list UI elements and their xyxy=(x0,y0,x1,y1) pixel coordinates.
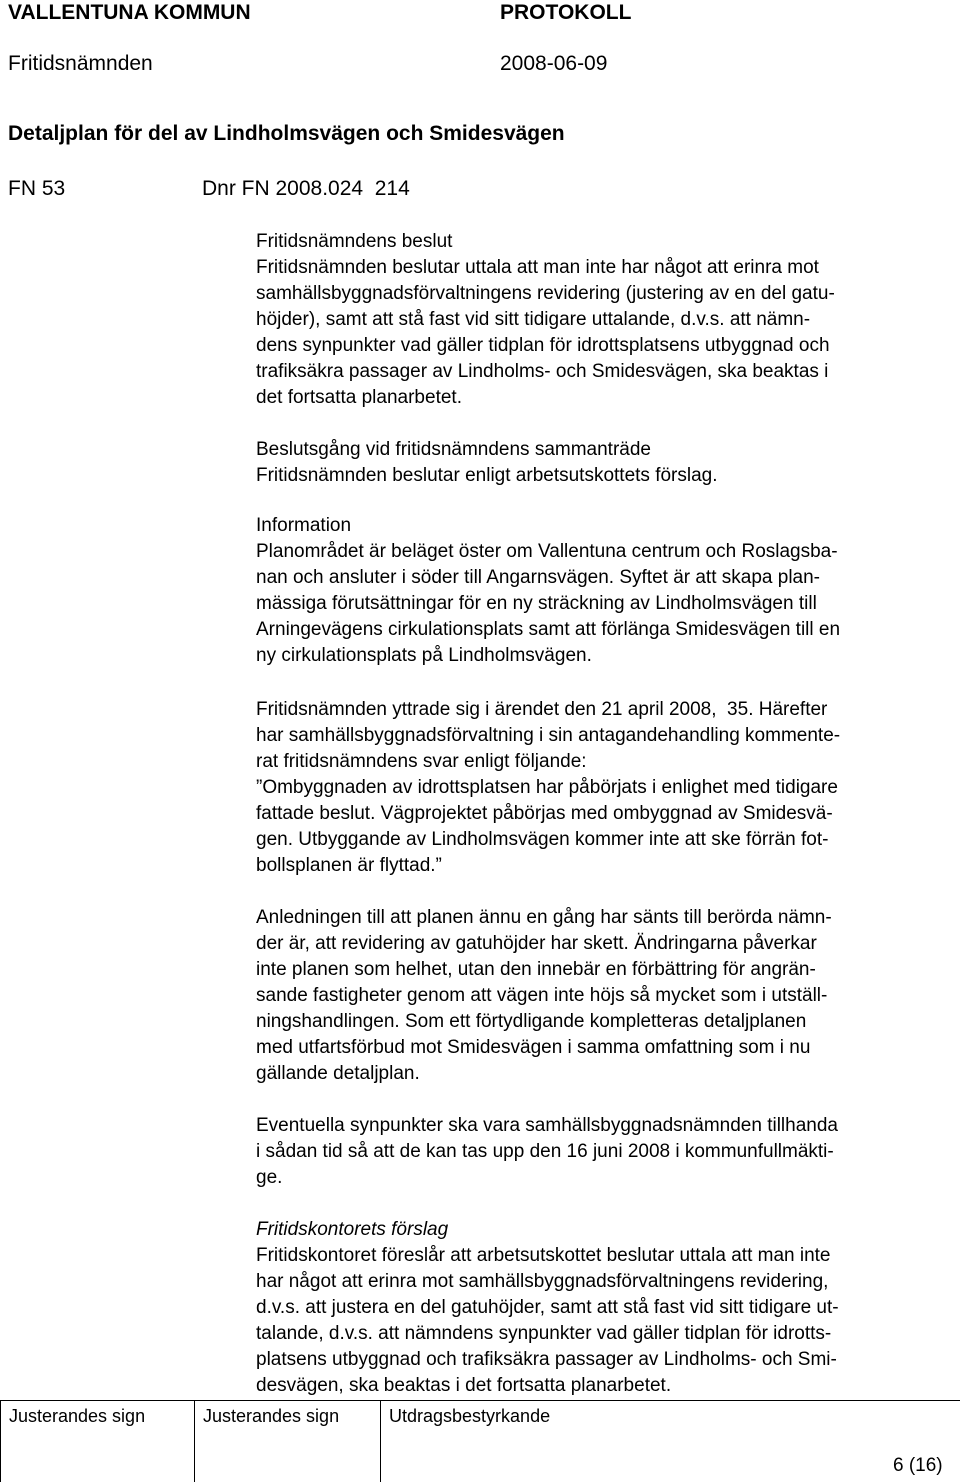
paragraph-number: FN 53 xyxy=(8,177,66,200)
section-heading-decision: Fritidsnämndens beslut xyxy=(256,231,453,252)
page-title: Detaljplan för del av Lindholmsvägen och Smidesvägen xyxy=(8,122,565,145)
signature-label-2: Justerandes sign xyxy=(203,1406,340,1426)
signature-box-2 xyxy=(194,1400,380,1482)
comments-line: ge. xyxy=(256,1167,283,1188)
reason-line: Anledningen till att planen ännu en gång har sänts till berörda nämn- xyxy=(256,907,832,928)
proposal-line: desvägen, ska beaktas i det fortsatta planarbetet. xyxy=(256,1375,672,1396)
reason-line: med utfartsförbud mot Smidesvägen i samma omfattning som i nu xyxy=(256,1037,811,1058)
statement-quote-line: fattade beslut. Vägprojektet påbörjas med ombyggnad av Smidesvä- xyxy=(256,803,833,824)
decision-line: det fortsatta planarbetet. xyxy=(256,387,462,408)
proposal-line: platsens utbyggnad och trafiksäkra passager av Lindholms- och Smi- xyxy=(256,1349,837,1370)
reason-line: inte planen som helhet, utan den innebär en förbättring för angrän- xyxy=(256,959,816,980)
committee-name: Fritidsnämnden xyxy=(8,52,153,75)
meeting-date: 2008-06-09 xyxy=(500,52,608,75)
comments-line: Eventuella synpunkter ska vara samhällsbyggnadsnämnden tillhanda xyxy=(256,1115,838,1136)
decision-line: samhällsbyggnadsförvaltningens revidering (justering av en del gatu- xyxy=(256,283,835,304)
reason-line: gällande detaljplan. xyxy=(256,1063,420,1084)
information-line: Planområdet är beläget öster om Vallentuna centrum och Roslagsba- xyxy=(256,541,838,562)
signature-label-1: Justerandes sign xyxy=(9,1406,146,1426)
statement-quote-line: bollsplanen är flyttad.” xyxy=(256,855,442,876)
proposal-line: d.v.s. att justera en del gatuhöjder, samt att stå fast vid sitt tidigare ut- xyxy=(256,1297,839,1318)
comments-line: i sådan tid så att de kan tas upp den 16 juni 2008 i kommunfullmäkti- xyxy=(256,1141,834,1162)
signature-box-1 xyxy=(0,1400,194,1482)
reason-line: sande fastigheter genom att vägen inte höjs så mycket som i utställ- xyxy=(256,985,828,1006)
statement-line: har samhällsbyggnadsförvaltning i sin antagandehandling kommente- xyxy=(256,725,841,746)
procedure-line: Fritidsnämnden beslutar enligt arbetsutskottets förslag. xyxy=(256,465,718,486)
information-line: Arningevägens cirkulationsplats samt att förlänga Smidesvägen till en xyxy=(256,619,841,640)
statement-quote-line: gen. Utbyggande av Lindholmsvägen kommer inte att ske förrän fot- xyxy=(256,829,829,850)
extract-label: Utdragsbestyrkande xyxy=(389,1406,551,1426)
proposal-line: Fritidskontoret föreslår att arbetsutskottet beslutar uttala att man inte xyxy=(256,1245,831,1266)
statement-line: Fritidsnämnden yttrade sig i ärendet den 21 april 2008, 35. Härefter xyxy=(256,699,828,720)
proposal-line: har något att erinra mot samhällsbyggnadsförvaltningens revidering, xyxy=(256,1271,829,1292)
extract-box xyxy=(380,1400,960,1482)
municipality-name: VALLENTUNA KOMMUN xyxy=(8,1,251,24)
section-heading-procedure: Beslutsgång vid fritidsnämndens sammanträde xyxy=(256,439,651,460)
information-line: nan och ansluter i söder till Angarnsvägen. Syftet är att skapa plan- xyxy=(256,567,820,588)
information-line: ny cirkulationsplats på Lindholmsvägen. xyxy=(256,645,592,666)
document-type: PROTOKOLL xyxy=(500,1,632,24)
decision-line: höjder), samt att stå fast vid sitt tidigare uttalande, d.v.s. att nämn- xyxy=(256,309,811,330)
section-heading-proposal: Fritidskontorets förslag xyxy=(256,1219,449,1240)
diary-number: Dnr FN 2008.024 214 xyxy=(202,177,410,200)
page-number: 6 (16) xyxy=(893,1455,943,1476)
statement-line: rat fritidsnämndens svar enligt följande: xyxy=(256,751,587,772)
statement-quote-line: ”Ombyggnaden av idrottsplatsen har påbörjats i enlighet med tidigare xyxy=(256,777,838,798)
section-heading-information: Information xyxy=(256,515,352,536)
decision-line: trafiksäkra passager av Lindholms- och Smidesvägen, ska beaktas i xyxy=(256,361,829,382)
information-line: mässiga förutsättningar för en ny sträckning av Lindholmsvägen till xyxy=(256,593,817,614)
proposal-line: talande, d.v.s. att nämndens synpunkter vad gäller tidplan för idrotts- xyxy=(256,1323,832,1344)
reason-line: der är, att revidering av gatuhöjder har skett. Ändringarna påverkar xyxy=(256,933,817,954)
decision-line: Fritidsnämnden beslutar uttala att man inte har något att erinra mot xyxy=(256,257,819,278)
decision-line: dens synpunkter vad gäller tidplan för idrottsplatsens utbyggnad och xyxy=(256,335,830,356)
reason-line: ningshandlingen. Som ett förtydligande kompletteras detaljplanen xyxy=(256,1011,807,1032)
